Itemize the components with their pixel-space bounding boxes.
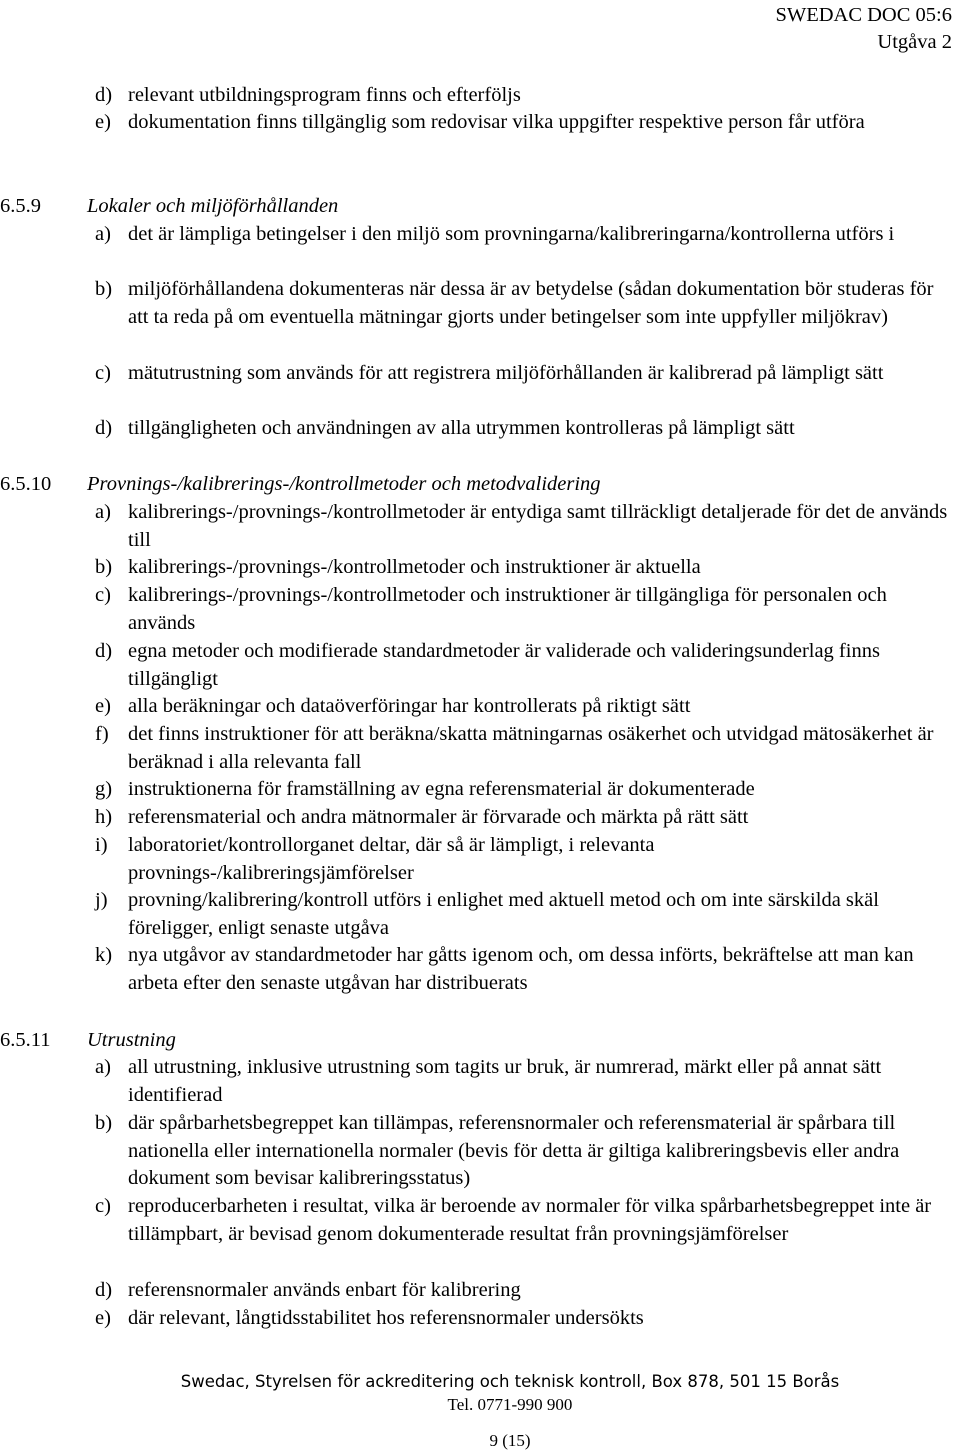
list-item <box>95 1193 955 1248</box>
list-item <box>95 832 895 887</box>
list-item <box>95 693 955 721</box>
list-item <box>95 554 955 582</box>
list-item <box>95 887 960 942</box>
item-label: d) <box>95 640 113 662</box>
list-item <box>95 109 915 137</box>
item-label: g) <box>95 778 113 800</box>
section-number: 6.5.9 <box>0 195 41 217</box>
item-text: all utrustning, inklusive utrustning som tagits ur bruk, är numrerad, märkt eller på annat sätt identifierad <box>128 1056 882 1106</box>
list-item <box>95 776 955 804</box>
item-text: kalibrerings-/provnings-/kontrollmetoder och instruktioner är aktuella <box>128 556 701 578</box>
document-id: SWEDAC DOC 05:6 <box>775 4 952 26</box>
list-item <box>95 721 955 776</box>
section-title: Lokaler och miljöförhållanden <box>87 195 339 217</box>
item-text: mätutrustning som används för att registrera miljöförhållanden är kalibrerad på lämpligt sätt <box>128 362 884 384</box>
item-label: k) <box>95 944 113 966</box>
item-label: d) <box>95 417 113 439</box>
list-item <box>95 221 955 249</box>
edition-label: Utgåva 2 <box>877 31 952 53</box>
list-item <box>95 1110 955 1193</box>
item-text: nya utgåvor av standardmetoder har gåtts igenom och, om dessa införts, bekräftelse att man kan arbeta efter den senaste utgåvan har distribuerats <box>128 944 914 994</box>
item-label: c) <box>95 584 111 606</box>
item-label: f) <box>95 723 109 745</box>
section-title: Utrustning <box>87 1029 176 1051</box>
footer-phone: Tel. 0771-990 900 <box>447 1395 573 1414</box>
item-label: b) <box>95 278 113 300</box>
list-item <box>95 804 955 832</box>
item-text: där spårbarhetsbegreppet kan tillämpas, referensnormaler och referensmaterial är spårbara till nationella eller internationella normaler (bevis för detta är giltiga kalibreringsbevis eller andra dokument som bevisar kalibreringsstatus) <box>128 1112 900 1190</box>
item-text: dokumentation finns tillgänglig som redovisar vilka uppgifter respektive person får utföra <box>128 111 865 133</box>
page-header <box>775 2 952 56</box>
footer-organization: Swedac, Styrelsen för ackreditering och teknisk kontroll, Box 878, 501 15 Borås <box>180 1372 840 1391</box>
item-text: kalibrerings-/provnings-/kontrollmetoder och instruktioner är tillgängliga för personalen och används <box>128 584 887 634</box>
item-label: d) <box>95 84 113 106</box>
list-item <box>95 1054 925 1109</box>
item-label: c) <box>95 362 111 384</box>
item-text: alla beräkningar och dataöverföringar har kontrollerats på riktigt sätt <box>128 695 691 717</box>
list-item <box>95 82 955 110</box>
item-label: e) <box>95 1307 111 1329</box>
section-number: 6.5.10 <box>0 473 52 495</box>
item-label: c) <box>95 1195 111 1217</box>
item-label: j) <box>95 889 108 911</box>
item-label: b) <box>95 556 113 578</box>
item-text: referensnormaler används enbart för kalibrering <box>128 1279 521 1301</box>
item-text: laboratoriet/kontrollorganet deltar, där så är lämpligt, i relevanta provnings-/kalibreringsjämförelser <box>128 834 655 884</box>
item-label: a) <box>95 223 111 245</box>
item-label: d) <box>95 1279 113 1301</box>
item-text: där relevant, långtidsstabilitet hos referensnormaler undersökts <box>128 1307 644 1329</box>
item-text: egna metoder och modifierade standardmetoder är validerade och valideringsunderlag finns tillgängligt <box>128 640 880 690</box>
item-text: det är lämpliga betingelser i den miljö som provningarna/kalibreringarna/kontrollerna utförs i <box>128 223 895 245</box>
section-title: Provnings-/kalibrerings-/kontrollmetoder och metodvalidering <box>87 473 601 495</box>
list-item <box>95 582 895 637</box>
item-text: det finns instruktioner för att beräkna/skatta mätningarnas osäkerhet och utvidgad mätosäkerhet är beräknad i alla relevanta fall <box>128 723 934 773</box>
item-label: b) <box>95 1112 113 1134</box>
item-text: provning/kalibrering/kontroll utförs i enlighet med aktuell metod och om inte särskilda skäl föreligger, enligt senaste utgåva <box>128 889 879 939</box>
item-text: relevant utbildningsprogram finns och efterföljs <box>128 84 521 106</box>
item-label: e) <box>95 695 111 717</box>
list-item <box>95 942 960 997</box>
item-text: tillgängligheten och användningen av alla utrymmen kontrolleras på lämpligt sätt <box>128 417 795 439</box>
item-label: a) <box>95 1056 111 1078</box>
list-item <box>95 1277 955 1305</box>
list-item <box>95 638 955 693</box>
section-number: 6.5.11 <box>0 1029 51 1051</box>
item-label: e) <box>95 111 111 133</box>
list-item <box>95 415 955 443</box>
item-text: instruktionerna för framställning av egna referensmaterial är dokumenterade <box>128 778 755 800</box>
item-label: a) <box>95 501 111 523</box>
item-text: reproducerbarheten i resultat, vilka är beroende av normaler för vilka spårbarhetsbegreppet inte är tillämpbart, är bevisad genom dokumenterade resultat från provningsjämförelser <box>128 1195 932 1245</box>
list-item <box>95 276 955 331</box>
item-label: i) <box>95 834 108 856</box>
list-item <box>95 360 915 388</box>
item-label: h) <box>95 806 113 828</box>
list-item <box>95 499 955 554</box>
item-text: referensmaterial och andra mätnormaler är förvarade och märkta på rätt sätt <box>128 806 749 828</box>
item-text: miljöförhållandena dokumenteras när dessa är av betydelse (sådan dokumentation bör studeras för att ta reda på om eventuella mätningar gjorts under betingelser som inte uppfyller miljökrav) <box>128 278 934 328</box>
footer-page-number: 9 (15) <box>489 1431 531 1450</box>
list-item <box>95 1305 955 1333</box>
item-text: kalibrerings-/provnings-/kontrollmetoder är entydiga samt tillräckligt detaljerade för det de används till <box>128 501 948 551</box>
